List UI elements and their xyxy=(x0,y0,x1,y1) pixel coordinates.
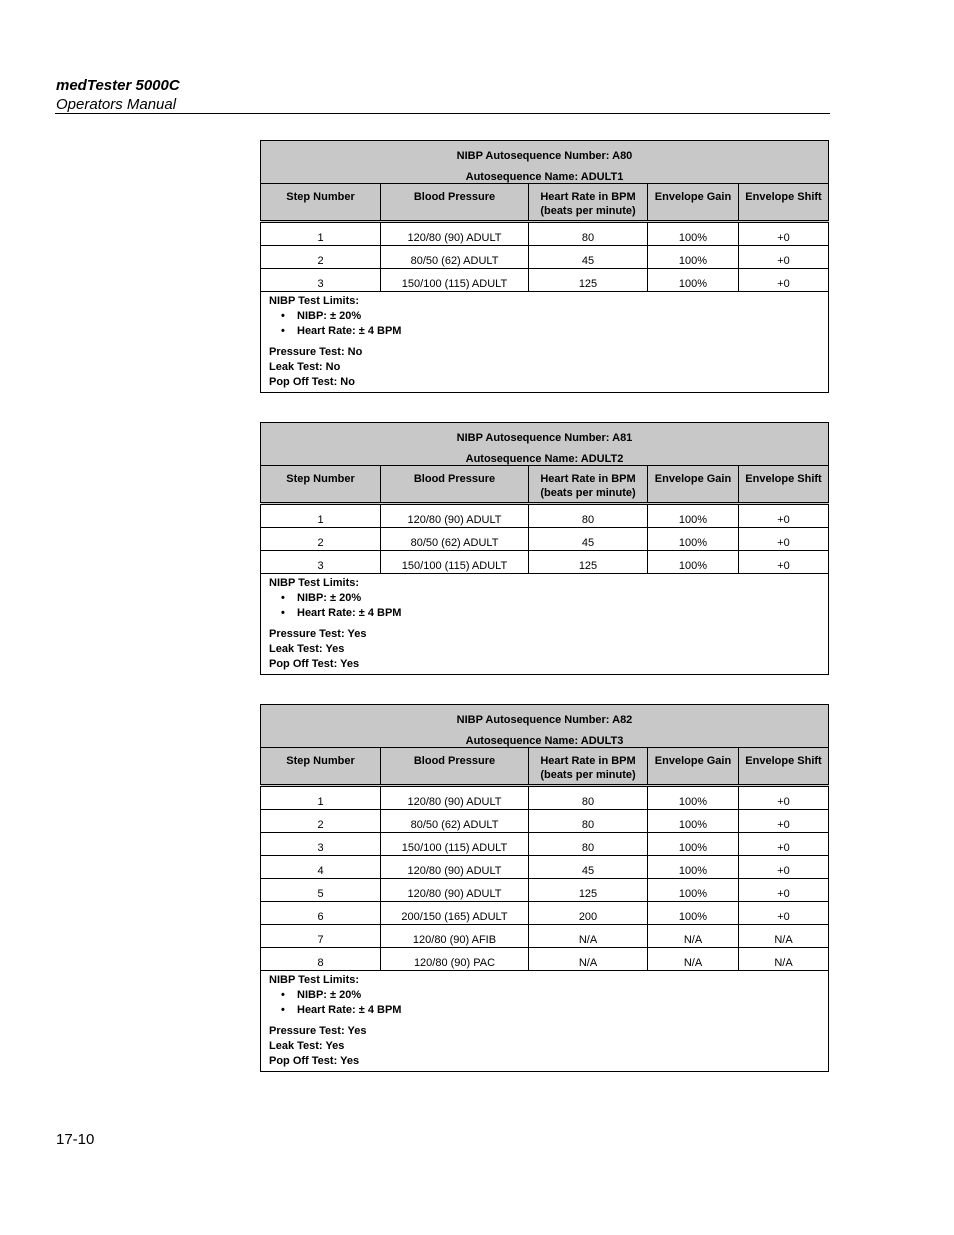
test-setting: Pop Off Test: Yes xyxy=(269,1055,360,1067)
table-cell: 80 xyxy=(529,786,648,810)
column-header-label: Envelope Shift xyxy=(745,755,822,767)
limit-item: • NIBP: ± 20% xyxy=(289,591,828,606)
table-row xyxy=(261,504,829,528)
table-cell: 120/80 (90) ADULT xyxy=(381,222,529,246)
table-cell: 120/80 (90) ADULT xyxy=(381,856,529,879)
table-cell: 80/50 (62) ADULT xyxy=(381,246,529,269)
table-cell: N/A xyxy=(648,948,739,971)
column-header xyxy=(648,748,739,786)
table-cell: N/A xyxy=(529,948,648,971)
column-header-label: Envelope Shift xyxy=(745,191,822,203)
table-row xyxy=(261,551,829,574)
test-setting: Pop Off Test: Yes xyxy=(269,658,360,670)
column-header-label: Step Number xyxy=(286,755,355,767)
table-cell: 200/150 (165) ADULT xyxy=(381,902,529,925)
table-cell: 100% xyxy=(648,856,739,879)
table-cell: 80 xyxy=(529,504,648,528)
table-cell: 120/80 (90) PAC xyxy=(381,948,529,971)
table-cell: 4 xyxy=(261,856,381,879)
column-header-label: Heart Rate in BPM xyxy=(540,755,636,767)
table-cell: 100% xyxy=(648,810,739,833)
table-cell: 3 xyxy=(261,551,381,574)
limits-title: NIBP Test Limits: xyxy=(269,577,360,589)
table-cell: 120/80 (90) ADULT xyxy=(381,504,529,528)
test-limits xyxy=(261,292,829,393)
table-row xyxy=(261,833,829,856)
column-header xyxy=(529,466,648,504)
table-row xyxy=(261,269,829,292)
header-divider xyxy=(55,113,830,114)
table-cell: 6 xyxy=(261,902,381,925)
table-row xyxy=(261,528,829,551)
table-cell: 100% xyxy=(648,551,739,574)
column-header-label: (beats per minute) xyxy=(540,487,636,499)
column-header xyxy=(261,748,381,786)
table-cell: +0 xyxy=(739,856,829,879)
column-header xyxy=(529,748,648,786)
table-cell: 125 xyxy=(529,879,648,902)
limits-list xyxy=(269,309,828,339)
table-cell: +0 xyxy=(739,786,829,810)
table-cell: 150/100 (115) ADULT xyxy=(381,833,529,856)
test-setting: Leak Test: No xyxy=(269,361,341,373)
column-header xyxy=(381,184,529,222)
table-cell: 100% xyxy=(648,902,739,925)
column-header-label: (beats per minute) xyxy=(540,205,636,217)
manual-title: Operators Manual xyxy=(56,96,177,113)
autosequence-number: NIBP Autosequence Number: A80 xyxy=(456,150,633,162)
table-row xyxy=(261,222,829,246)
table-cell: 45 xyxy=(529,856,648,879)
table-row xyxy=(261,246,829,269)
table-cell: 7 xyxy=(261,925,381,948)
column-header xyxy=(648,466,739,504)
table-cell: 2 xyxy=(261,246,381,269)
column-header-label: Heart Rate in BPM xyxy=(540,473,636,485)
autosequence-table xyxy=(260,140,829,393)
test-setting: Pressure Test: No xyxy=(269,346,363,358)
table-cell: 100% xyxy=(648,222,739,246)
table-cell: +0 xyxy=(739,902,829,925)
table-cell: +0 xyxy=(739,528,829,551)
table-cell: +0 xyxy=(739,551,829,574)
autosequence-number: NIBP Autosequence Number: A81 xyxy=(456,432,633,444)
table-row xyxy=(261,856,829,879)
column-header xyxy=(739,748,829,786)
table-cell: +0 xyxy=(739,269,829,292)
table-cell: 100% xyxy=(648,786,739,810)
table-cell: 8 xyxy=(261,948,381,971)
column-header xyxy=(261,466,381,504)
table-cell: 150/100 (115) ADULT xyxy=(381,269,529,292)
table-cell: 100% xyxy=(648,246,739,269)
limit-item: • NIBP: ± 20% xyxy=(289,309,828,324)
table-cell: 125 xyxy=(529,551,648,574)
table-cell: 100% xyxy=(648,879,739,902)
table-title xyxy=(261,705,829,748)
table-row xyxy=(261,879,829,902)
limits-title: NIBP Test Limits: xyxy=(269,974,360,986)
table-cell: 80 xyxy=(529,833,648,856)
table-cell: 80/50 (62) ADULT xyxy=(381,810,529,833)
table-cell: 120/80 (90) ADULT xyxy=(381,879,529,902)
table-cell: 120/80 (90) ADULT xyxy=(381,786,529,810)
column-header-label: Envelope Gain xyxy=(654,755,732,767)
table-cell: 120/80 (90) AFIB xyxy=(381,925,529,948)
autosequence-name: Autosequence Name: ADULT1 xyxy=(465,171,624,183)
table-cell: 80 xyxy=(529,810,648,833)
table-cell: 150/100 (115) ADULT xyxy=(381,551,529,574)
column-header-label: (beats per minute) xyxy=(540,769,636,781)
table-row xyxy=(261,925,829,948)
column-header-label: Heart Rate in BPM xyxy=(540,191,636,203)
table-cell: 100% xyxy=(648,833,739,856)
column-header-label: Blood Pressure xyxy=(413,473,496,485)
table-row xyxy=(261,810,829,833)
column-header-label: Blood Pressure xyxy=(413,191,496,203)
test-setting: Pop Off Test: No xyxy=(269,376,355,388)
table-cell: 3 xyxy=(261,833,381,856)
autosequence-table xyxy=(260,422,829,675)
test-setting: Leak Test: Yes xyxy=(269,1040,345,1052)
table-cell: N/A xyxy=(648,925,739,948)
column-header-label: Blood Pressure xyxy=(413,755,496,767)
column-header-label: Envelope Gain xyxy=(654,191,732,203)
table-cell: 100% xyxy=(648,528,739,551)
column-header-label: Step Number xyxy=(286,191,355,203)
table-row xyxy=(261,948,829,971)
table-cell: 100% xyxy=(648,504,739,528)
table-cell: 2 xyxy=(261,528,381,551)
autosequence-table xyxy=(260,704,829,1072)
column-header xyxy=(261,184,381,222)
table-cell: +0 xyxy=(739,879,829,902)
column-header-label: Envelope Shift xyxy=(745,473,822,485)
limits-title: NIBP Test Limits: xyxy=(269,295,360,307)
limit-item: • Heart Rate: ± 4 BPM xyxy=(289,606,828,621)
test-limits xyxy=(261,574,829,675)
limit-item: • NIBP: ± 20% xyxy=(289,988,828,1003)
column-header xyxy=(381,748,529,786)
table-cell: +0 xyxy=(739,810,829,833)
table-cell: 45 xyxy=(529,528,648,551)
column-header-label: Envelope Gain xyxy=(654,473,732,485)
table-cell: +0 xyxy=(739,222,829,246)
autosequence-name: Autosequence Name: ADULT3 xyxy=(465,735,624,747)
table-title xyxy=(261,423,829,466)
table-cell: 125 xyxy=(529,269,648,292)
column-header xyxy=(648,184,739,222)
page-number: 17-10 xyxy=(56,1131,95,1148)
table-cell: +0 xyxy=(739,246,829,269)
table-cell: 200 xyxy=(529,902,648,925)
table-cell: +0 xyxy=(739,504,829,528)
column-header xyxy=(739,184,829,222)
table-title xyxy=(261,141,829,184)
page-header xyxy=(56,76,180,114)
table-cell: 80 xyxy=(529,222,648,246)
column-header xyxy=(381,466,529,504)
test-setting: Pressure Test: Yes xyxy=(269,628,367,640)
table-cell: 1 xyxy=(261,786,381,810)
test-setting: Leak Test: Yes xyxy=(269,643,345,655)
column-header xyxy=(529,184,648,222)
limits-list xyxy=(269,988,828,1018)
table-cell: 1 xyxy=(261,504,381,528)
table-cell: 45 xyxy=(529,246,648,269)
table-cell: 100% xyxy=(648,269,739,292)
test-setting: Pressure Test: Yes xyxy=(269,1025,367,1037)
table-cell: 3 xyxy=(261,269,381,292)
table-cell: 80/50 (62) ADULT xyxy=(381,528,529,551)
product-name: medTester 5000C xyxy=(56,77,180,94)
column-header xyxy=(739,466,829,504)
table-row xyxy=(261,902,829,925)
table-cell: N/A xyxy=(529,925,648,948)
table-row xyxy=(261,786,829,810)
limit-item: • Heart Rate: ± 4 BPM xyxy=(289,324,828,339)
table-cell: 2 xyxy=(261,810,381,833)
table-cell: N/A xyxy=(739,925,829,948)
limits-list xyxy=(269,591,828,621)
table-cell: N/A xyxy=(739,948,829,971)
column-header-label: Step Number xyxy=(286,473,355,485)
autosequence-number: NIBP Autosequence Number: A82 xyxy=(456,714,633,726)
table-cell: 5 xyxy=(261,879,381,902)
test-limits xyxy=(261,971,829,1072)
autosequence-name: Autosequence Name: ADULT2 xyxy=(465,453,624,465)
table-cell: +0 xyxy=(739,833,829,856)
limit-item: • Heart Rate: ± 4 BPM xyxy=(289,1003,828,1018)
table-cell: 1 xyxy=(261,222,381,246)
